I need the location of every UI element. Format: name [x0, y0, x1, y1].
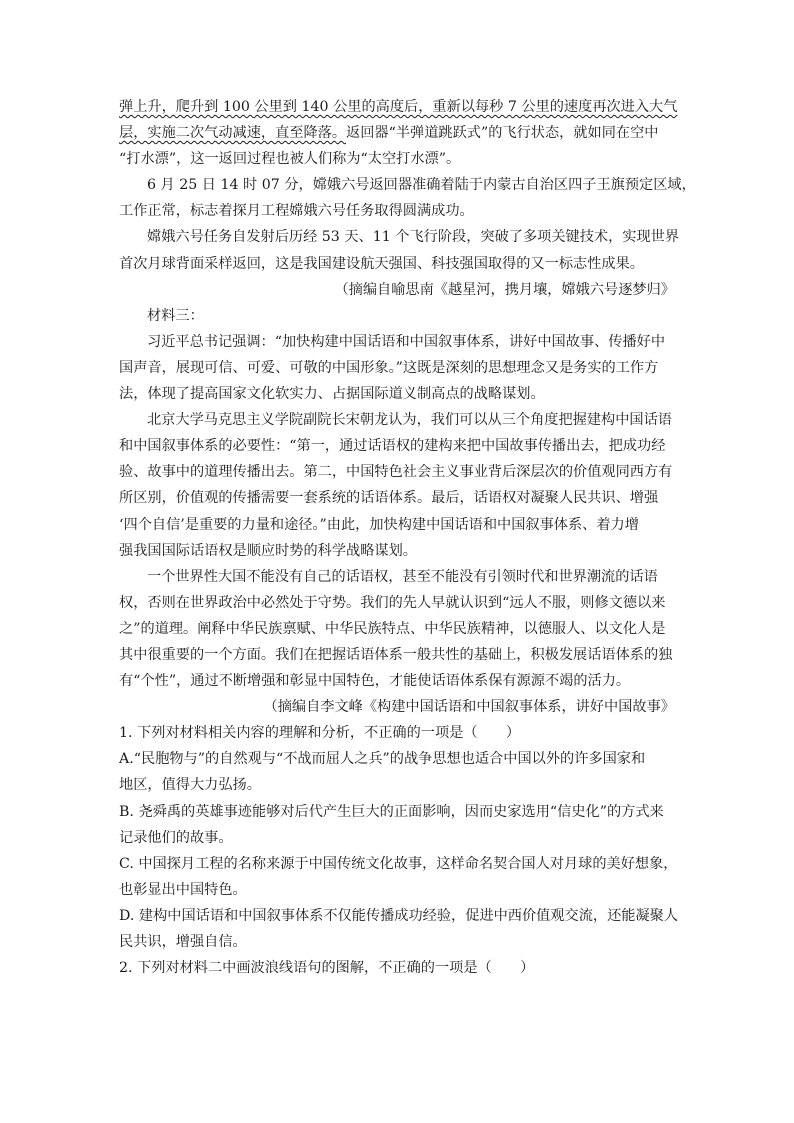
wavy-underlined-text: 层，实施二次气动减速，直至降落。 [119, 125, 347, 142]
text-line: 法，体现了提高国家文化软实力、占据国际道义制高点的战略谋划。 [119, 386, 545, 403]
option-b-continued: 记录他们的故事。 [119, 829, 233, 846]
text-line: 习近平总书记强调：“加快构建中国话语和中国叙事体系，讲好中国故事、传播好中 [147, 333, 666, 350]
text-line [119, 120, 675, 146]
text-line: 其中很重要的一个方面。我们在把握话语体系一般共性的基础上，积极发展话语体系的独 [119, 646, 673, 663]
text-line: 一个世界性大国不能没有自己的话语权，甚至不能没有引领时代和世界潮流的话语 [147, 568, 658, 585]
question-2: 2. 下列对材料二中画波浪线语句的图解，不正确的一项是（ ） [119, 960, 535, 977]
option-d-continued: 民共识，增强自信。 [119, 934, 247, 950]
section-heading: 材料三： [147, 307, 204, 324]
text-line: 国声音，展现可信、可爱、可敬的中国形象。”这既是深刻的思想理念又是务实的工作方 [119, 359, 659, 376]
text-line: 嫦娥六号任务自发射后历经 53 天、11 个飞行阶段，突破了多项关键技术，实现世界 [147, 229, 680, 246]
document-page [119, 94, 696, 981]
option-b: B. 尧舜禹的英雄事迹能够对后代产生巨大的正面影响，因而史家选用“信史化”的方式来 [119, 803, 664, 820]
text-line: “打水漂”，这一返回过程也被人们称为“太空打水漂”。 [119, 151, 461, 168]
text-line: ‘四个自信’是重要的力量和途径。”由此，加快构建中国话语和中国叙事体系、着力增 [119, 516, 639, 533]
option-c-continued: 也彰显出中国特色。 [119, 881, 247, 898]
option-a: A.“民胞物与”的自然观与“不战而屈人之兵”的战争思想也适合中国以外的许多国家和 [119, 751, 646, 768]
text-line: 工作正常，标志着探月工程嫦娥六号任务取得圆满成功。 [119, 203, 474, 220]
text-line: 有“个性”，通过不断增强和彰显中国特色，才能使话语体系保有源源不竭的活力。 [119, 673, 631, 690]
text-line: 验、故事中的道理传播出去。第二，中国特色社会主义事业背后深层次的价值观同西方有 [119, 464, 673, 481]
option-d: D. 建构中国话语和中国叙事体系不仅能传播成功经验，促进中西价值观交流，还能凝聚人 [119, 907, 679, 924]
option-a-continued: 地区，值得大力弘扬。 [119, 777, 261, 794]
text-line [119, 94, 678, 120]
text-segment: 返回器“半弹道跳跃式”的飞行状态，就如同在空中 [346, 125, 659, 142]
wavy-underlined-text: 弹上升，爬升到 100 公里到 140 公里的高度后，重新以每秒 7 公里的速度再次进入大气 [119, 99, 678, 115]
option-c: C. 中国探月工程的名称来源于中国传统文化故事，这样命名契合国人对月球的美好想象， [119, 855, 678, 872]
source-citation: （摘编自喻思南《越星河，携月壤，嫦娥六号逐梦归》 [334, 281, 675, 298]
text-line: 之”的道理。阐释中华民族禀赋、中华民族特点、中华民族精神，以德服人、以文化人是 [119, 620, 666, 637]
text-line: 6 月 25 日 14 时 07 分，嫦娥六号返回器准确着陆于内蒙古自治区四子王旗预定区域， [147, 177, 696, 194]
text-line: 首次月球背面采样返回，这是我国建设航天强国、科技强国取得的又一标志性成果。 [119, 255, 644, 272]
question-1: 1. 下列对材料相关内容的理解和分析，不正确的一项是（ ） [119, 725, 521, 742]
text-line: 权，否则在世界政治中必然处于守势。我们的先人早就认识到“远人不服，则修文德以来 [119, 594, 666, 611]
text-line: 所区别，价值观的传播需要一套系统的话语体系。最后，话语权对凝聚人民共识、增强 [119, 490, 659, 507]
text-line: 强我国国际话语权是顺应时势的科学战略谋划。 [119, 542, 417, 559]
text-line: 和中国叙事体系的必要性：“第一，通过话语权的建构来把中国故事传播出去，把成功经 [119, 438, 666, 455]
source-citation: （摘编自李文峰《构建中国话语和中国叙事体系，讲好中国故事》 [263, 699, 675, 716]
text-line: 北京大学马克思主义学院副院长宋朝龙认为，我们可以从三个角度把握建构中国话语 [147, 412, 672, 429]
